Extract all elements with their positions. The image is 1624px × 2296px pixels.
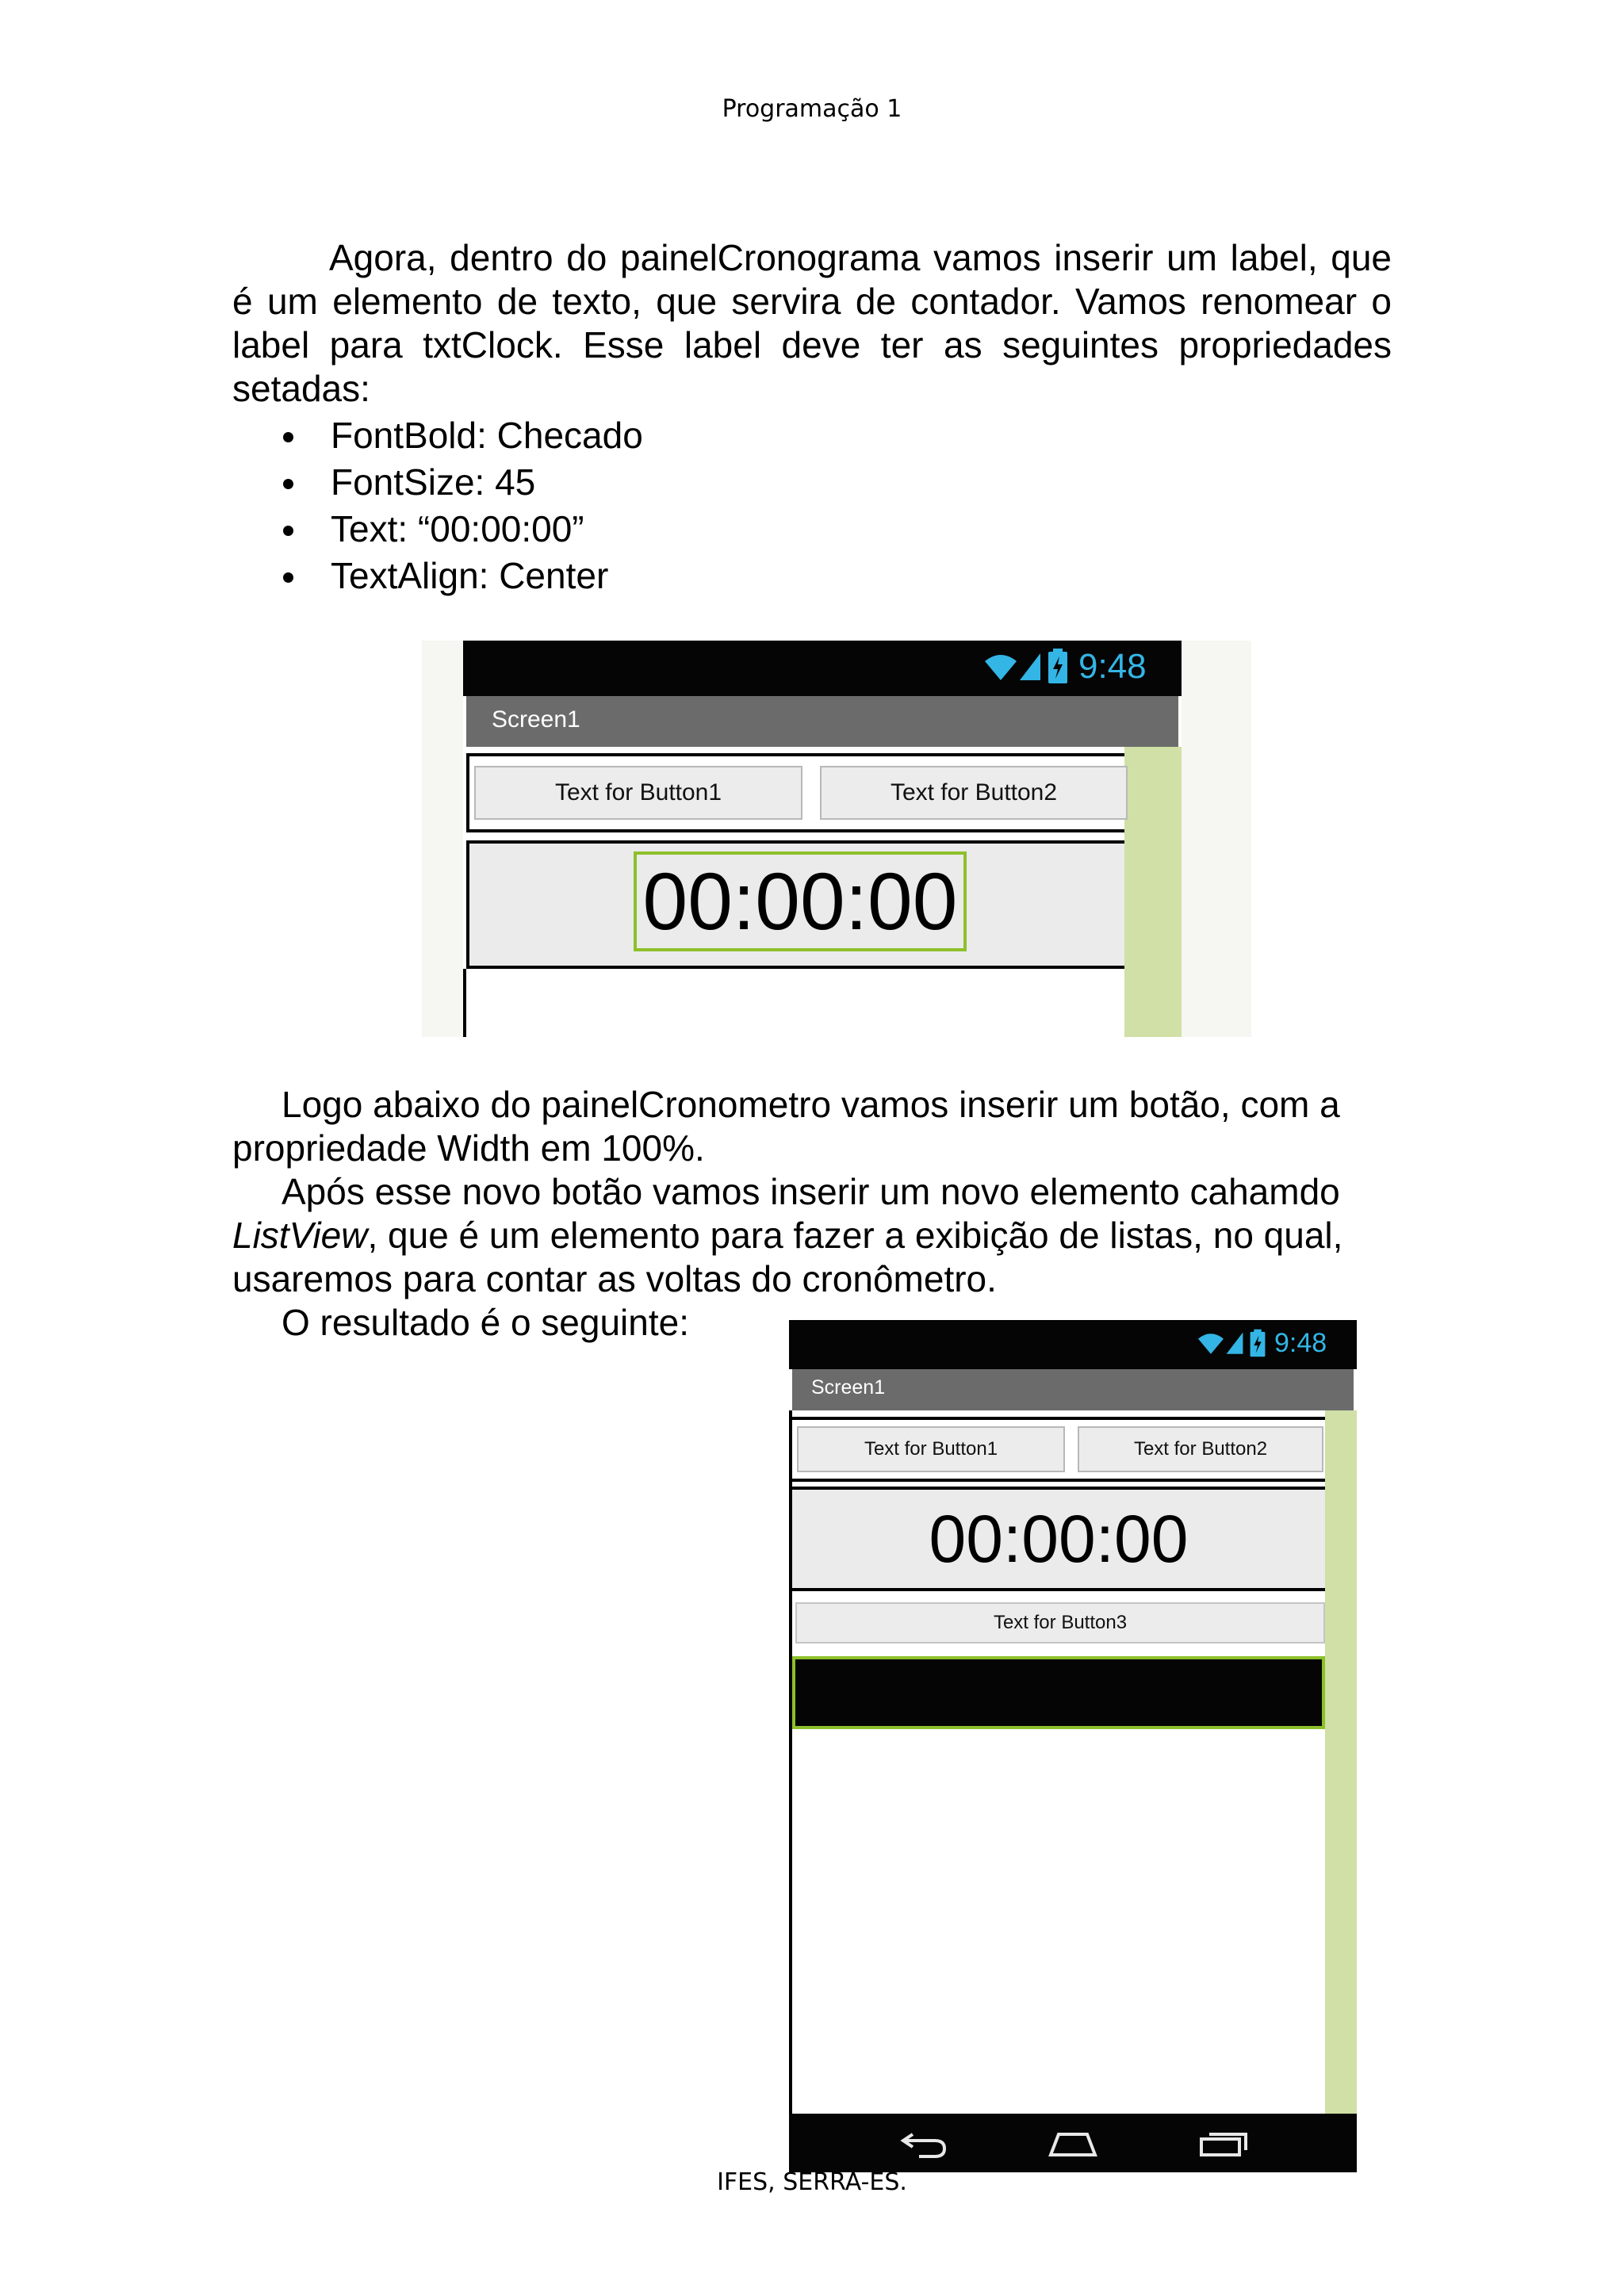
recent-apps-icon[interactable] xyxy=(1198,2128,1249,2160)
signal-icon xyxy=(1018,652,1042,683)
side-rail xyxy=(1124,747,1182,1037)
signal-icon xyxy=(1225,1331,1244,1357)
button-2[interactable]: Text for Button2 xyxy=(1078,1426,1323,1472)
page-footer: IFES, SERRA-ES. xyxy=(717,2168,907,2196)
title-bar xyxy=(792,1369,1354,1410)
status-bar xyxy=(789,1320,1357,1369)
phone-screenshot-1 xyxy=(463,641,1182,1037)
listview-term: ListView xyxy=(232,1215,368,1256)
status-time: 9:48 xyxy=(1078,647,1147,686)
battery-icon xyxy=(1249,1329,1266,1357)
button-2[interactable]: Text for Button2 xyxy=(820,766,1128,820)
side-rail xyxy=(1325,1410,1357,2114)
paragraph-listview-start: Após esse novo botão vamos inserir um novo elemento cahamdo xyxy=(282,1171,1340,1212)
property-item: FontSize: 45 xyxy=(232,459,1392,506)
phone-screenshot-2 xyxy=(789,1320,1357,2172)
paragraph-listview-end: , que é um elemento para fazer a exibição de listas, no qual, usaremos para contar as voltas do cronômetro. xyxy=(232,1215,1343,1299)
clock-panel xyxy=(792,1487,1325,1591)
button-panel xyxy=(792,1417,1325,1482)
navigation-bar xyxy=(789,2114,1357,2172)
property-item: Text: “00:00:00” xyxy=(232,506,1392,553)
page-header: Programação 1 xyxy=(722,95,902,123)
home-icon[interactable] xyxy=(1048,2128,1098,2160)
button-panel xyxy=(466,753,1124,832)
paragraph-button: Logo abaixo do painelCronometro vamos inserir um botão, com a propriedade Width em 100%. xyxy=(232,1084,1340,1169)
property-item: TextAlign: Center xyxy=(232,553,1392,599)
button-1[interactable]: Text for Button1 xyxy=(797,1426,1065,1472)
list-view[interactable] xyxy=(792,1656,1325,1729)
clock-label: 00:00:00 xyxy=(634,851,967,951)
property-list xyxy=(232,412,1392,599)
screen-title: Screen1 xyxy=(492,706,580,733)
status-time: 9:48 xyxy=(1274,1328,1327,1358)
status-bar xyxy=(463,641,1182,696)
wifi-icon xyxy=(983,652,1018,683)
intro-paragraph: Agora, dentro do painelCronograma vamos inserir um label, que é um elemento de texto, que servira de contador. Vamos renomear o label para txtClock. Esse label deve ter as seguintes propriedades setadas: xyxy=(232,237,1392,409)
button-1[interactable]: Text for Button1 xyxy=(474,766,802,820)
paragraph-listview xyxy=(232,1170,1392,1301)
paragraph-result: O resultado é o seguinte: xyxy=(282,1302,689,1343)
battery-icon xyxy=(1047,649,1069,683)
clock-panel xyxy=(466,840,1124,969)
wifi-icon xyxy=(1197,1331,1225,1357)
button-3[interactable]: Text for Button3 xyxy=(795,1602,1325,1644)
clock-label: 00:00:00 xyxy=(929,1502,1189,1576)
property-item: FontBold: Checado xyxy=(232,412,1392,459)
back-icon[interactable] xyxy=(900,2128,948,2160)
screen-title: Screen1 xyxy=(811,1376,886,1399)
title-bar xyxy=(466,696,1178,747)
panel-edge xyxy=(463,969,466,1037)
